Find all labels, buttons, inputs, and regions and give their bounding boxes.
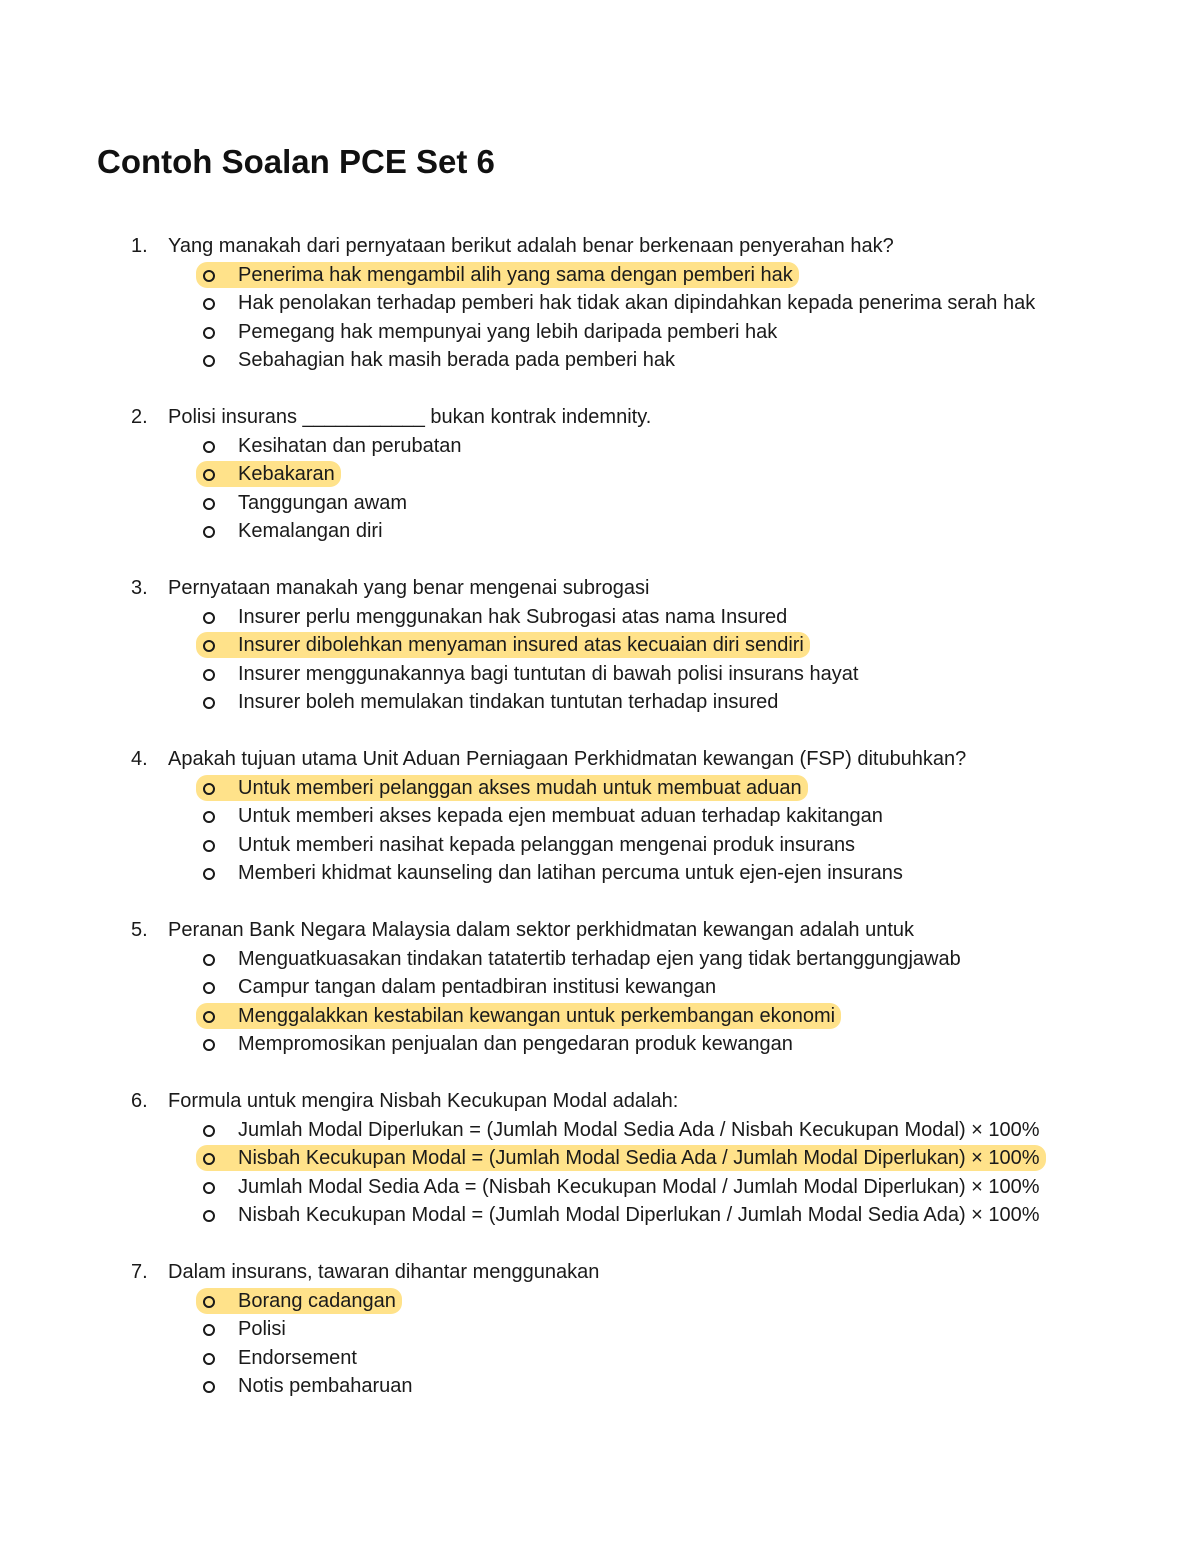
question-item [0,1258,1200,1401]
option-item [0,1173,1200,1202]
option-text: Untuk memberi akses kepada ejen membuat aduan terhadap kakitangan [238,805,883,827]
option-text: Jumlah Modal Diperlukan = (Jumlah Modal Sedia Ada / Nisbah Kecukupan Modal) × 100% [238,1118,1040,1141]
option-text: Untuk memberi nasihat kepada pelanggan mengenai produk insurans [238,833,856,856]
question-line [0,574,1200,603]
hollow-circle-bullet-icon [203,327,215,339]
question-item [0,232,1200,375]
option-text: Untuk memberi pelanggan akses mudah untuk membuat aduan [238,776,802,799]
question-text: Yang manakah dari pernyataan berikut adalah benar berkenaan penyerahan hak? [168,235,894,257]
question-item [0,745,1200,888]
option-item [0,660,1200,689]
option-item-highlighted [0,774,1200,803]
option-text: Memberi khidmat kaunseling dan latihan percuma untuk ejen-ejen insurans [238,862,903,884]
question-number: 4. [131,748,148,770]
question-text: Polisi insurans ___________ bukan kontrak indemnity. [168,406,652,428]
question-item [0,1087,1200,1230]
option-item [0,603,1200,632]
option-item [0,945,1200,974]
option-text: Notis pembaharuan [238,1375,413,1397]
hollow-circle-bullet-icon [203,1353,215,1365]
option-text: Nisbah Kecukupan Modal = (Jumlah Modal Sedia Ada / Jumlah Modal Diperlukan) × 100% [238,1147,1040,1169]
question-text: Formula untuk mengira Nisbah Kecukupan Modal adalah: [168,1090,679,1112]
option-item [0,859,1200,888]
hollow-circle-bullet-icon [203,868,215,880]
option-text: Endorsement [238,1346,357,1369]
hollow-circle-bullet-icon [203,298,215,310]
option-item-highlighted [0,261,1200,290]
question-number: 5. [131,919,148,941]
option-text: Insurer boleh memulakan tindakan tuntutan terhadap insured [238,691,779,713]
option-text: Kesihatan dan perubatan [238,434,462,457]
question-line [0,916,1200,945]
option-item [0,831,1200,860]
option-item [0,517,1200,546]
question-number: 6. [131,1090,148,1112]
option-text: Mempromosikan penjualan dan pengedaran produk kewangan [238,1033,793,1055]
question-number: 2. [131,406,148,428]
question-list [0,232,1200,1429]
hollow-circle-bullet-icon [203,669,215,681]
option-text: Polisi [238,1318,286,1340]
option-item-highlighted [0,631,1200,660]
hollow-circle-bullet-icon [203,783,215,795]
hollow-circle-bullet-icon [203,1381,215,1393]
option-item [0,432,1200,461]
question-text: Dalam insurans, tawaran dihantar menggunakan [168,1261,600,1283]
hollow-circle-bullet-icon [203,270,215,282]
option-list [0,432,1200,546]
option-text: Menguatkuasakan tindakan tatatertib terhadap ejen yang tidak bertanggungjawab [238,947,961,970]
hollow-circle-bullet-icon [203,697,215,709]
question-line [0,1258,1200,1287]
question-line [0,1087,1200,1116]
option-item-highlighted [0,1002,1200,1031]
question-item [0,574,1200,717]
question-line [0,745,1200,774]
hollow-circle-bullet-icon [203,1125,215,1137]
hollow-circle-bullet-icon [203,355,215,367]
option-text: Sebahagian hak masih berada pada pemberi hak [238,349,675,371]
hollow-circle-bullet-icon [203,982,215,994]
hollow-circle-bullet-icon [203,1153,215,1165]
option-item [0,1372,1200,1401]
option-text: Insurer perlu menggunakan hak Subrogasi atas nama Insured [238,605,788,628]
question-line [0,403,1200,432]
hollow-circle-bullet-icon [203,1011,215,1023]
option-item [0,973,1200,1002]
hollow-circle-bullet-icon [203,1039,215,1051]
question-text: Apakah tujuan utama Unit Aduan Perniagaan Perkhidmatan kewangan (FSP) ditubuhkan? [168,748,967,770]
option-item [0,346,1200,375]
option-item [0,489,1200,518]
option-list [0,945,1200,1059]
option-text: Pemegang hak mempunyai yang lebih daripada pemberi hak [238,320,778,343]
option-item [0,1315,1200,1344]
option-item [0,289,1200,318]
option-item-highlighted [0,1287,1200,1316]
question-item [0,403,1200,546]
option-text: Penerima hak mengambil alih yang sama dengan pemberi hak [238,263,793,286]
option-list [0,1287,1200,1401]
option-text: Insurer menggunakannya bagi tuntutan di bawah polisi insurans hayat [238,662,859,685]
question-text: Peranan Bank Negara Malaysia dalam sektor perkhidmatan kewangan adalah untuk [168,919,915,941]
option-item [0,1344,1200,1373]
option-item [0,688,1200,717]
option-text: Tanggungan awam [238,491,408,514]
option-item [0,802,1200,831]
hollow-circle-bullet-icon [203,526,215,538]
hollow-circle-bullet-icon [203,840,215,852]
option-text: Campur tangan dalam pentadbiran institusi kewangan [238,976,717,998]
hollow-circle-bullet-icon [203,954,215,966]
option-item [0,1201,1200,1230]
question-item [0,916,1200,1059]
hollow-circle-bullet-icon [203,640,215,652]
option-text: Hak penolakan terhadap pemberi hak tidak akan dipindahkan kepada penerima serah hak [238,292,1036,314]
hollow-circle-bullet-icon [203,612,215,624]
question-number: 1. [131,235,148,257]
hollow-circle-bullet-icon [203,811,215,823]
question-number: 3. [131,577,148,599]
hollow-circle-bullet-icon [203,469,215,481]
question-text: Pernyataan manakah yang benar mengenai subrogasi [168,577,650,599]
question-line [0,232,1200,261]
page-title: Contoh Soalan PCE Set 6 [97,143,495,180]
hollow-circle-bullet-icon [203,1296,215,1308]
option-list [0,261,1200,375]
option-item [0,318,1200,347]
option-item [0,1030,1200,1059]
option-text: Kebakaran [238,463,335,485]
option-text: Kemalangan diri [238,520,383,542]
option-text: Menggalakkan kestabilan kewangan untuk perkembangan ekonomi [238,1004,836,1027]
option-list [0,1116,1200,1230]
option-text: Nisbah Kecukupan Modal = (Jumlah Modal Diperlukan / Jumlah Modal Sedia Ada) × 100% [238,1204,1040,1226]
hollow-circle-bullet-icon [203,1210,215,1222]
option-item-highlighted [0,1144,1200,1173]
option-item-highlighted [0,460,1200,489]
option-list [0,603,1200,717]
hollow-circle-bullet-icon [203,498,215,510]
option-item [0,1116,1200,1145]
hollow-circle-bullet-icon [203,441,215,453]
option-text: Jumlah Modal Sedia Ada = (Nisbah Kecukupan Modal / Jumlah Modal Diperlukan) × 100% [238,1175,1040,1198]
option-list [0,774,1200,888]
question-number: 7. [131,1261,148,1283]
option-text: Borang cadangan [238,1289,396,1312]
hollow-circle-bullet-icon [203,1182,215,1194]
option-text: Insurer dibolehkan menyaman insured atas kecuaian diri sendiri [238,634,804,656]
hollow-circle-bullet-icon [203,1324,215,1336]
